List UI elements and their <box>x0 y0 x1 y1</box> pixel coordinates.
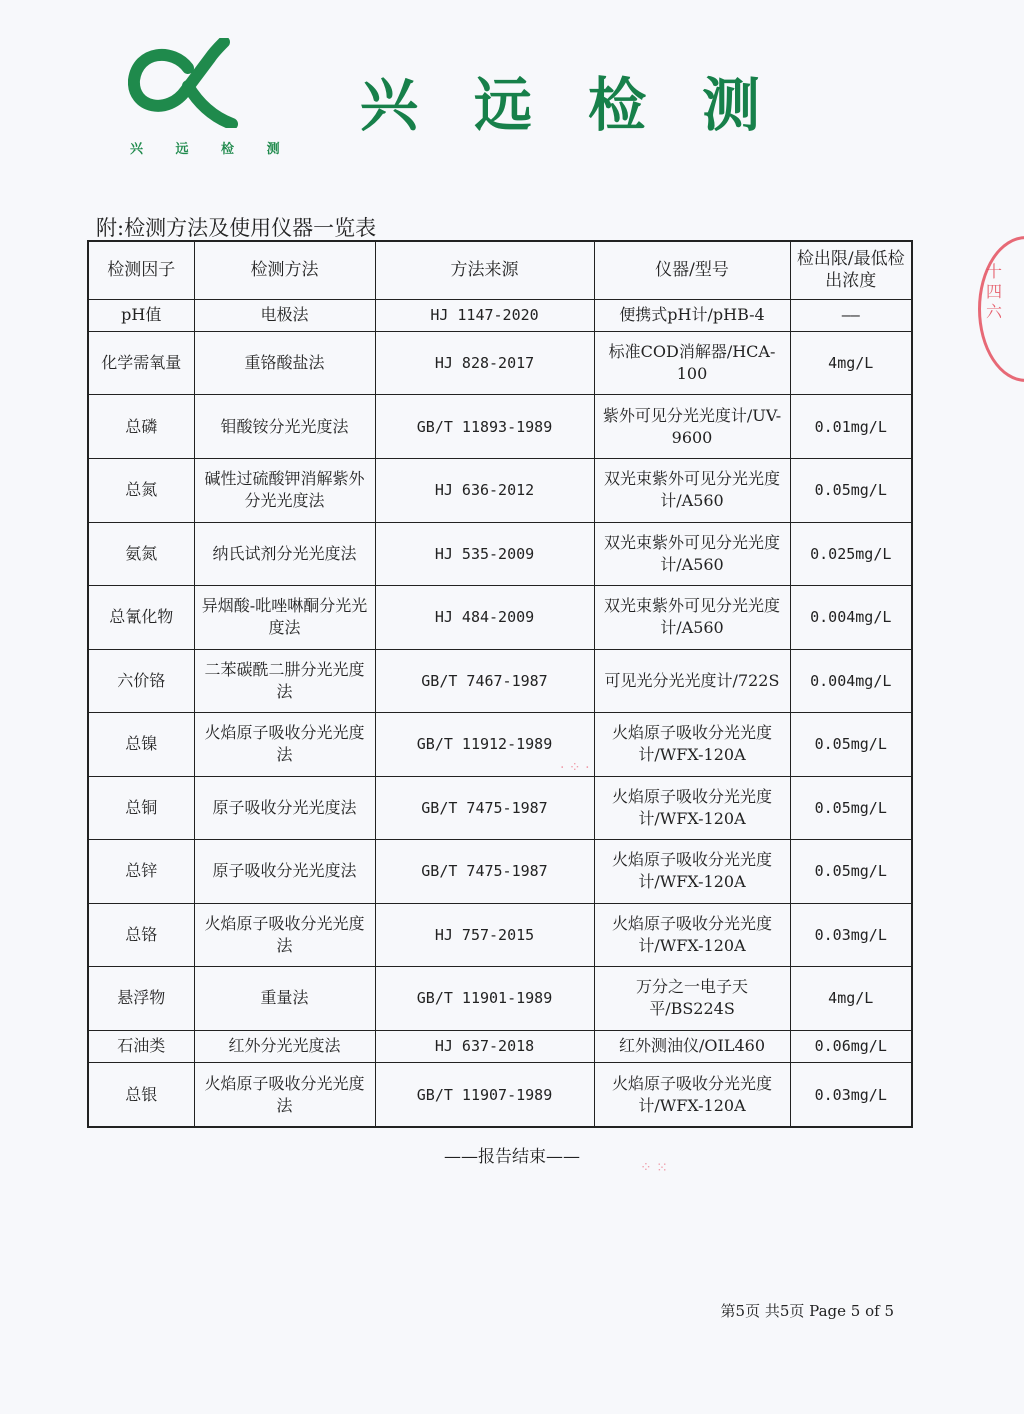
header-detection-limit: 检出限/最低检出浓度 <box>790 241 912 299</box>
brand-title: 兴远检测 <box>360 71 817 139</box>
table-row <box>88 649 912 713</box>
cell-limit: 0.05mg/L <box>790 713 912 777</box>
cell-factor: 总铬 <box>88 903 194 967</box>
header-instrument: 仪器/型号 <box>594 241 790 299</box>
cell-instrument: 火焰原子吸收分光光度计/WFX-120A <box>594 713 790 777</box>
cell-instrument: 紫外可见分光光度计/UV-9600 <box>594 395 790 459</box>
cell-instrument: 标准COD消解器/HCA-100 <box>594 331 790 395</box>
cell-method: 碱性过硫酸钾消解紫外分光光度法 <box>194 459 375 523</box>
report-end-marker: ——报告结束—— <box>444 1147 580 1167</box>
cell-factor: 总银 <box>88 1063 194 1127</box>
cell-factor: 总锌 <box>88 840 194 904</box>
table-row <box>88 299 912 331</box>
cell-method: 火焰原子吸收分光光度法 <box>194 713 375 777</box>
cell-source: GB/T 7475-1987 <box>375 840 594 904</box>
cell-limit: —— <box>790 299 912 331</box>
cell-factor: 悬浮物 <box>88 967 194 1031</box>
cell-source: HJ 535-2009 <box>375 522 594 586</box>
table-row <box>88 967 912 1031</box>
cell-source: HJ 484-2009 <box>375 586 594 650</box>
cell-source: GB/T 11893-1989 <box>375 395 594 459</box>
table-row <box>88 776 912 840</box>
table-row <box>88 459 912 523</box>
cell-instrument: 红外测油仪/OIL460 <box>594 1030 790 1062</box>
table-row <box>88 331 912 395</box>
cell-instrument: 火焰原子吸收分光光度计/WFX-120A <box>594 1063 790 1127</box>
cell-instrument: 万分之一电子天平/BS224S <box>594 967 790 1031</box>
cell-limit: 0.025mg/L <box>790 522 912 586</box>
cell-limit: 0.05mg/L <box>790 776 912 840</box>
cell-method: 原子吸收分光光度法 <box>194 776 375 840</box>
cell-limit: 4mg/L <box>790 967 912 1031</box>
cell-source: HJ 637-2018 <box>375 1030 594 1062</box>
cell-limit: 4mg/L <box>790 331 912 395</box>
cell-limit: 0.05mg/L <box>790 459 912 523</box>
table-row <box>88 395 912 459</box>
seal-stamp-text: 十四六 <box>986 262 1003 321</box>
cell-instrument: 便携式pH计/pHB-4 <box>594 299 790 331</box>
cell-method: 异烟酸-吡唑啉酮分光光度法 <box>194 586 375 650</box>
cell-method: 红外分光光度法 <box>194 1030 375 1062</box>
header-method: 检测方法 <box>194 241 375 299</box>
table-row <box>88 903 912 967</box>
cell-source: HJ 828-2017 <box>375 331 594 395</box>
cell-method: 重量法 <box>194 967 375 1031</box>
cell-source: HJ 636-2012 <box>375 459 594 523</box>
cell-factor: 六价铬 <box>88 649 194 713</box>
cell-factor: 总磷 <box>88 395 194 459</box>
table-row <box>88 1063 912 1127</box>
table-row <box>88 840 912 904</box>
cell-factor: 总氮 <box>88 459 194 523</box>
cell-source: GB/T 11912-1989 <box>375 713 594 777</box>
cell-factor: 总铜 <box>88 776 194 840</box>
cell-instrument: 双光束紫外可见分光光度计/A560 <box>594 459 790 523</box>
cell-instrument: 火焰原子吸收分光光度计/WFX-120A <box>594 840 790 904</box>
seal-mark: ⁘ ⁙ <box>640 1160 668 1176</box>
cell-instrument: 火焰原子吸收分光光度计/WFX-120A <box>594 903 790 967</box>
cell-instrument: 火焰原子吸收分光光度计/WFX-120A <box>594 776 790 840</box>
cell-instrument: 双光束紫外可见分光光度计/A560 <box>594 586 790 650</box>
header-source: 方法来源 <box>375 241 594 299</box>
cell-factor: 氨氮 <box>88 522 194 586</box>
cell-method: 纳氏试剂分光光度法 <box>194 522 375 586</box>
cell-method: 电极法 <box>194 299 375 331</box>
page-number: 第5页 共5页 Page 5 of 5 <box>720 1302 894 1320</box>
cell-factor: 总镍 <box>88 713 194 777</box>
cell-source: HJ 757-2015 <box>375 903 594 967</box>
test-methods-table <box>87 240 913 1128</box>
seal-mark: · ⁘ · <box>560 760 590 776</box>
cell-instrument: 可见光分光光度计/722S <box>594 649 790 713</box>
logo-caption: 兴 远 检 测 <box>130 142 294 157</box>
header-factor: 检测因子 <box>88 241 194 299</box>
cell-method: 重铬酸盐法 <box>194 331 375 395</box>
table-header-row <box>88 241 912 299</box>
cell-limit: 0.03mg/L <box>790 903 912 967</box>
cell-limit: 0.004mg/L <box>790 649 912 713</box>
cell-method: 火焰原子吸收分光光度法 <box>194 1063 375 1127</box>
cell-factor: 化学需氧量 <box>88 331 194 395</box>
cell-method: 钼酸铵分光光度法 <box>194 395 375 459</box>
cell-factor: 总氰化物 <box>88 586 194 650</box>
cell-limit: 0.03mg/L <box>790 1063 912 1127</box>
table-row <box>88 1030 912 1062</box>
cell-source: GB/T 7475-1987 <box>375 776 594 840</box>
cell-limit: 0.004mg/L <box>790 586 912 650</box>
cell-source: HJ 1147-2020 <box>375 299 594 331</box>
cell-source: GB/T 7467-1987 <box>375 649 594 713</box>
cell-method: 二苯碳酰二肼分光光度法 <box>194 649 375 713</box>
cell-method: 原子吸收分光光度法 <box>194 840 375 904</box>
company-logo <box>128 38 238 128</box>
table-row <box>88 586 912 650</box>
cell-limit: 0.01mg/L <box>790 395 912 459</box>
table-row <box>88 713 912 777</box>
cell-limit: 0.06mg/L <box>790 1030 912 1062</box>
cell-instrument: 双光束紫外可见分光光度计/A560 <box>594 522 790 586</box>
cell-limit: 0.05mg/L <box>790 840 912 904</box>
cell-factor: 石油类 <box>88 1030 194 1062</box>
cell-factor: pH值 <box>88 299 194 331</box>
section-title: 附:检测方法及使用仪器一览表 <box>96 216 377 240</box>
cell-source: GB/T 11901-1989 <box>375 967 594 1031</box>
cell-method: 火焰原子吸收分光光度法 <box>194 903 375 967</box>
table-row <box>88 522 912 586</box>
cell-source: GB/T 11907-1989 <box>375 1063 594 1127</box>
